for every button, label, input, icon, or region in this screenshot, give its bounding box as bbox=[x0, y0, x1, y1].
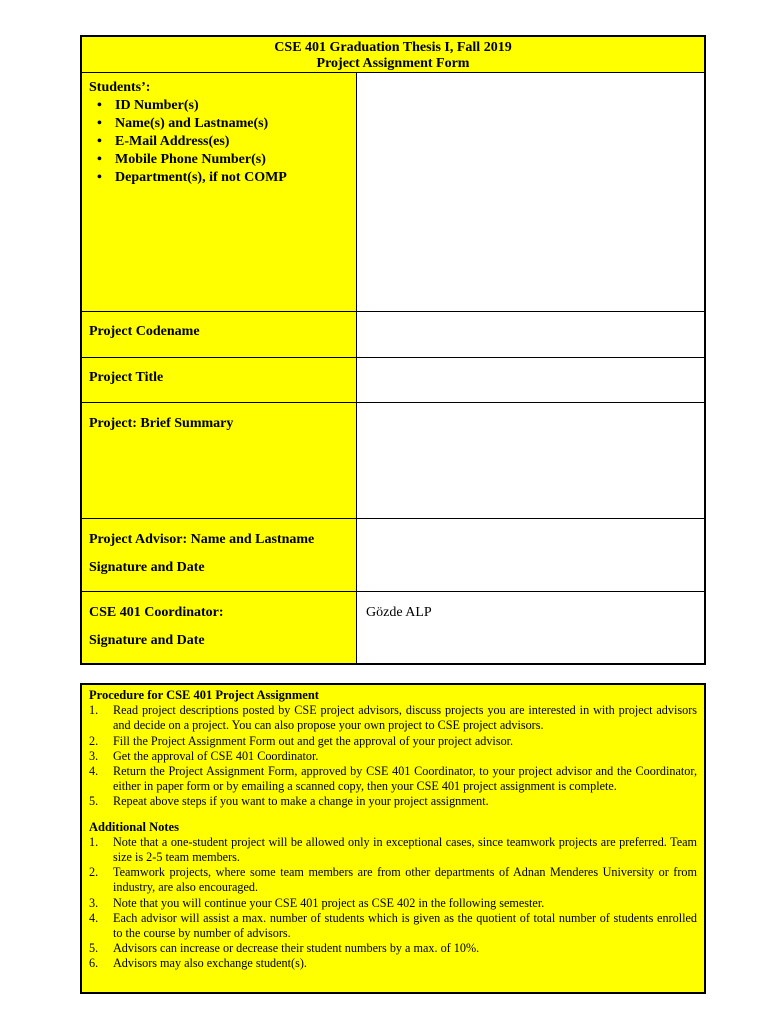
students-item: • Department(s), if not COMP bbox=[115, 169, 349, 187]
step-number: 1. bbox=[89, 703, 99, 718]
form-title: CSE 401 Graduation Thesis I, Fall 2019 bbox=[274, 40, 512, 55]
students-label: Students’: bbox=[89, 80, 151, 95]
note-text: Advisors can increase or decrease their student numbers by a max. of 10%. bbox=[113, 941, 480, 956]
procedure-step bbox=[89, 703, 697, 733]
project-title-label-text: Project Title bbox=[89, 370, 164, 385]
advisor-row bbox=[82, 519, 704, 592]
note-number: 5. bbox=[89, 941, 99, 956]
coordinator-signature-label: Signature and Date bbox=[89, 633, 205, 648]
advisor-field[interactable] bbox=[357, 519, 704, 591]
students-item: • Name(s) and Lastname(s) bbox=[115, 115, 349, 133]
summary-field[interactable] bbox=[357, 403, 704, 518]
step-text: Get the approval of CSE 401 Coordinator. bbox=[113, 748, 319, 763]
form-subtitle: Project Assignment Form bbox=[316, 56, 470, 71]
step-text: Read project descriptions posted by CSE project advisors, discuss projects you are interested in with project advisors and decide on a project. You can also propose your own project to CSE project advisors. bbox=[113, 703, 697, 733]
procedure-title: Procedure for CSE 401 Project Assignment bbox=[89, 688, 319, 702]
advisor-signature-label: Signature and Date bbox=[89, 560, 205, 575]
coordinator-field[interactable] bbox=[357, 592, 704, 663]
note-item bbox=[89, 865, 697, 895]
note-number: 6. bbox=[89, 956, 99, 971]
step-number: 4. bbox=[89, 764, 99, 779]
coordinator-label-cell bbox=[82, 592, 357, 663]
procedure-step bbox=[89, 764, 697, 794]
note-number: 3. bbox=[89, 895, 99, 910]
note-number: 1. bbox=[89, 834, 99, 849]
codename-label bbox=[82, 312, 357, 357]
students-label-cell bbox=[82, 73, 357, 311]
note-item bbox=[89, 896, 697, 911]
note-text: Note that you will continue your CSE 401 project as CSE 402 in the following semester. bbox=[113, 895, 545, 910]
step-number: 3. bbox=[89, 748, 99, 763]
procedure-box bbox=[80, 683, 706, 994]
students-item: • E-Mail Address(es) bbox=[115, 133, 349, 151]
form-header bbox=[82, 37, 704, 73]
step-number: 5. bbox=[89, 794, 99, 809]
coordinator-name: Gözde ALP bbox=[366, 605, 432, 620]
note-number: 2. bbox=[89, 865, 99, 880]
notes-title: Additional Notes bbox=[89, 819, 179, 834]
note-item bbox=[89, 835, 697, 865]
note-text: Each advisor will assist a max. number of students which is given as the quotient of total number of students enrolled to the course by number of advisors. bbox=[113, 910, 697, 941]
step-text: Fill the Project Assignment Form out and get the approval of your project advisor. bbox=[113, 733, 514, 748]
note-text: Teamwork projects, where some team members are from other departments of Adnan Menderes University or from industry, are also encouraged. bbox=[113, 865, 697, 895]
students-list bbox=[89, 97, 349, 187]
summary-label-text: Project: Brief Summary bbox=[89, 416, 234, 431]
procedure-steps bbox=[89, 703, 697, 809]
coordinator-label: CSE 401 Coordinator: bbox=[89, 605, 224, 620]
step-text: Return the Project Assignment Form, approved by CSE 401 Coordinator, to your project advisor and the Coordinator, either in paper form or by emailing a scanned copy, then your CSE 401 project assignment is complete. bbox=[113, 764, 697, 794]
note-text: Advisors may also exchange student(s). bbox=[113, 956, 307, 971]
advisor-label-cell bbox=[82, 519, 357, 591]
notes-list bbox=[89, 835, 697, 972]
procedure-step bbox=[89, 794, 697, 809]
students-item: • ID Number(s) bbox=[115, 97, 349, 115]
procedure-step bbox=[89, 734, 697, 749]
students-field[interactable] bbox=[357, 73, 704, 311]
advisor-label: Project Advisor: Name and Lastname bbox=[89, 532, 315, 547]
students-row bbox=[82, 73, 704, 312]
project-title-label bbox=[82, 358, 357, 402]
coordinator-row bbox=[82, 592, 704, 663]
codename-field[interactable] bbox=[357, 312, 704, 357]
students-item: • Mobile Phone Number(s) bbox=[115, 151, 349, 169]
title-row bbox=[82, 358, 704, 403]
summary-row bbox=[82, 403, 704, 519]
note-text: Note that a one-student project will be allowed only in exceptional cases, since teamwork projects are preferred. Team size is 2-5 team members. bbox=[113, 834, 697, 865]
step-text: Repeat above steps if you want to make a change in your project assignment. bbox=[113, 794, 489, 809]
summary-label bbox=[82, 403, 357, 518]
codename-row bbox=[82, 312, 704, 358]
step-number: 2. bbox=[89, 733, 99, 748]
procedure-step bbox=[89, 749, 697, 764]
note-number: 4. bbox=[89, 910, 99, 925]
project-title-field[interactable] bbox=[357, 358, 704, 402]
note-item bbox=[89, 941, 697, 956]
note-item bbox=[89, 911, 697, 941]
codename-label-text: Project Codename bbox=[89, 324, 200, 339]
assignment-form bbox=[80, 35, 706, 665]
note-item bbox=[89, 956, 697, 971]
